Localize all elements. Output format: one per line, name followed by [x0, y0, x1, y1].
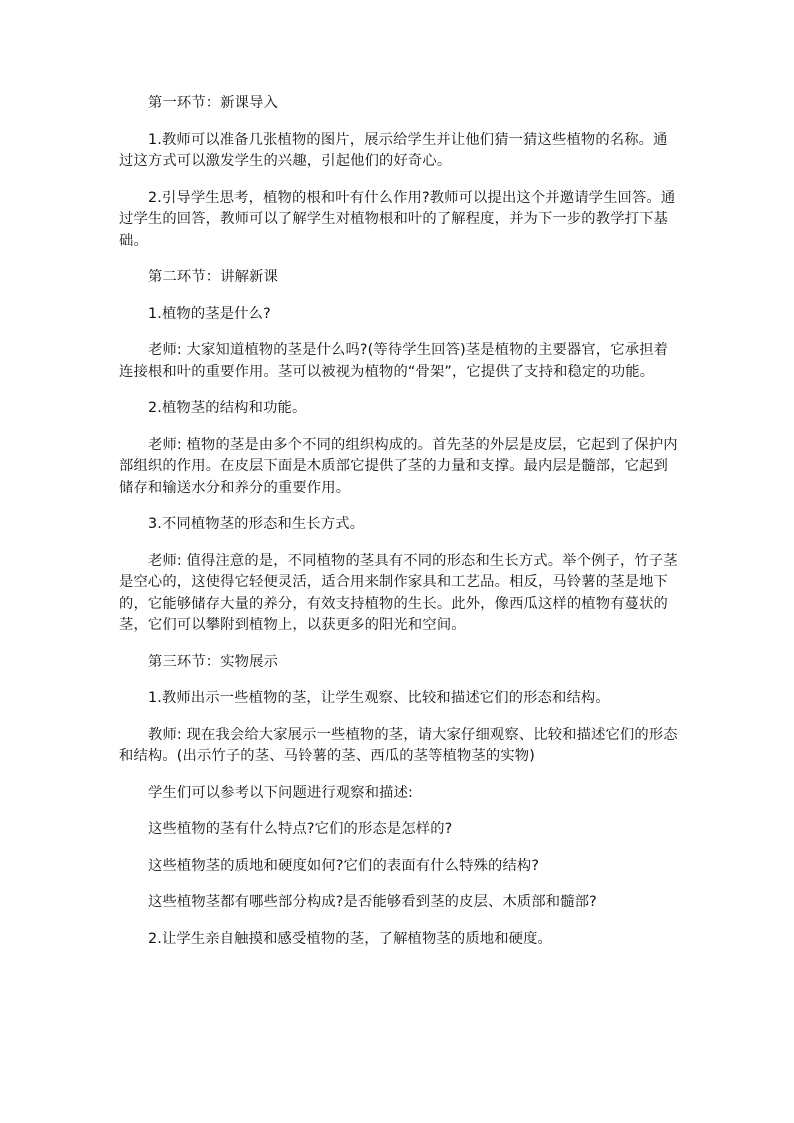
question-item: 这些植物茎都有哪些部分构成?是否能够看到茎的皮层、木质部和髓部? [148, 894, 597, 910]
paragraph: 2.让学生亲自触摸和感受植物的茎，了解植物茎的质地和硬度。 [148, 930, 553, 947]
document-body [119, 93, 679, 965]
paragraph: 老师: 植物的茎是由多个不同的组织构成的。首先茎的外层是皮层，它起到了保护内部组织的作用。在皮层下面是木质部它提供了茎的力量和支撑。最内层是髓部，它起到储存和输送水分和养分的重要作用。 [119, 436, 678, 496]
paragraph: 3.不同植物茎的形态和生长方式。 [148, 516, 365, 532]
paragraph: 2.引导学生思考，植物的根和叶有什么作用?教师可以提出这个并邀请学生回答。通过学生的回答，教师可以了解学生对植物根和叶的了解程度，并为下一步的教学打下基础。 [119, 189, 676, 249]
paragraph: 1.教师出示一些植物的茎，让学生观察、比较和描述它们的形态和结构。 [148, 690, 610, 706]
paragraph: 老师: 大家知道植物的茎是什么吗?(等待学生回答)茎是植物的主要器官，它承担着连接根和叶的重要作用。茎可以被视为植物的“骨架”，它提供了支持和稳定的功能。 [119, 342, 669, 380]
paragraph: 教师: 现在我会给大家展示一些植物的茎，请大家仔细观察、比较和描述它们的形态和结构。(出示竹子的茎、马铃薯的茎、西瓜的茎等植物茎的实物) [119, 726, 678, 764]
section-heading-2: 第二环节：讲解新课 [148, 269, 279, 285]
section-heading-3: 第三环节：实物展示 [148, 653, 279, 670]
question-item: 这些植物的茎有什么特点?它们的形态是怎样的? [148, 821, 453, 837]
paragraph: 1.教师可以准备几张植物的图片，展示给学生并让他们猜一猜这些植物的名称。通过这方式可以激发学生的兴趣，引起他们的好奇心。 [119, 131, 668, 169]
question-item: 这些植物茎的质地和硬度如何?它们的表面有什么特殊的结构? [148, 857, 540, 874]
paragraph: 2.植物茎的结构和功能。 [148, 400, 307, 416]
paragraph: 老师: 值得注意的是，不同植物的茎具有不同的形态和生长方式。举个例子，竹子茎是空心的，这使得它轻便灵活，适合用来制作家具和工艺品。相反，马铃薯的茎是地下的，它能够储存大量的养分，有效支持植物的生长。此外，像西瓜这样的植物有蔓状的茎，它们可以攀附到植物上，以获更多的阳光和空间。 [119, 552, 678, 633]
section-heading-1: 第一环节：新课导入 [148, 95, 279, 111]
paragraph: 学生们可以参考以下问题进行观察和描述: [148, 784, 414, 801]
paragraph: 1.植物的茎是什么? [148, 305, 271, 322]
